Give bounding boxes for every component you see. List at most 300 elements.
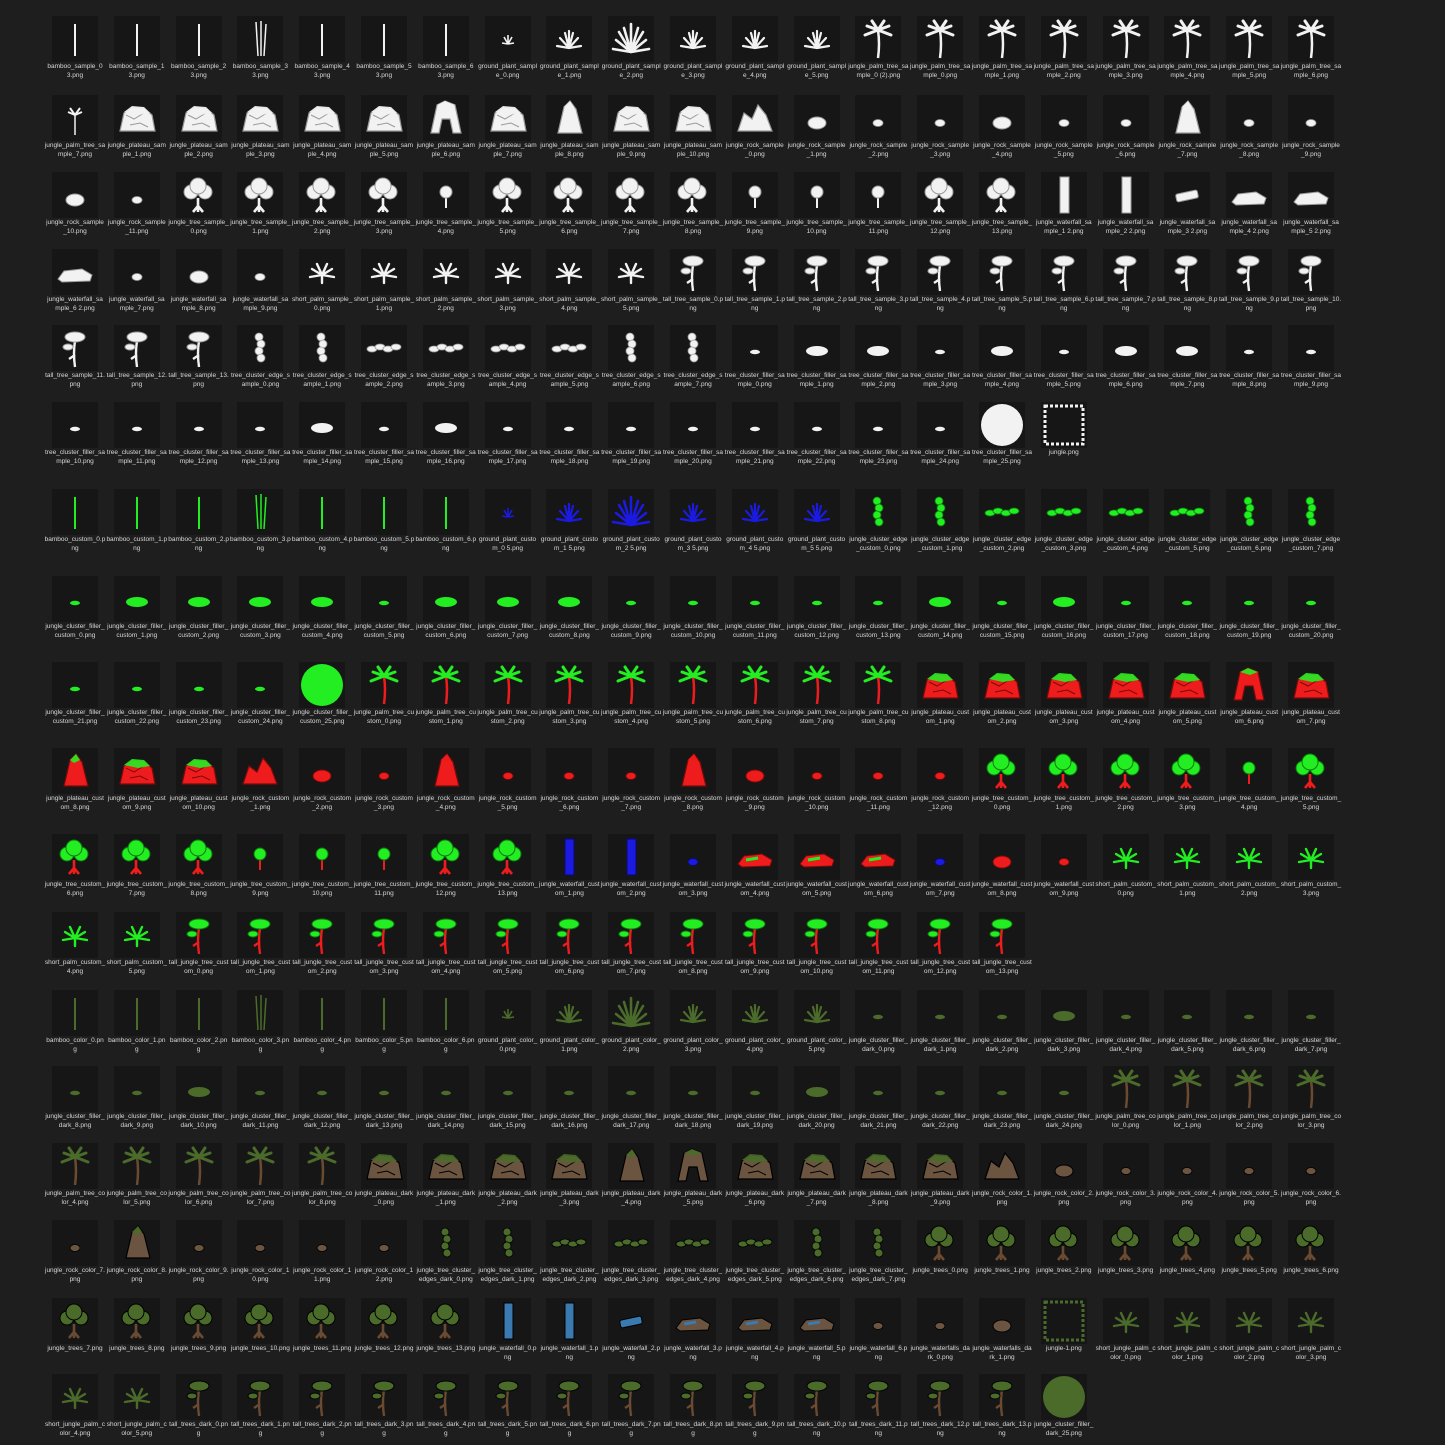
file-thumbnail[interactable]: [1033, 93, 1094, 159]
file-thumbnail[interactable]: [848, 1141, 909, 1207]
file-thumbnail[interactable]: [354, 574, 415, 640]
file-thumbnail[interactable]: [848, 1218, 909, 1284]
file-thumbnail[interactable]: [663, 1372, 724, 1438]
file-thumbnail[interactable]: [45, 910, 106, 976]
file-thumbnail[interactable]: [1219, 14, 1280, 80]
file-thumbnail[interactable]: [1219, 247, 1280, 313]
file-thumbnail[interactable]: [415, 487, 476, 553]
file-thumbnail[interactable]: [786, 746, 847, 812]
file-thumbnail[interactable]: [106, 1141, 167, 1207]
file-thumbnail[interactable]: [601, 988, 662, 1054]
file-thumbnail[interactable]: [45, 1141, 106, 1207]
file-thumbnail[interactable]: [848, 574, 909, 640]
file-thumbnail[interactable]: [354, 400, 415, 466]
file-thumbnail[interactable]: [1157, 988, 1218, 1054]
file-thumbnail[interactable]: [601, 660, 662, 726]
file-thumbnail[interactable]: [848, 487, 909, 553]
file-thumbnail[interactable]: [477, 487, 538, 553]
file-thumbnail[interactable]: [1033, 574, 1094, 640]
file-thumbnail[interactable]: [477, 1372, 538, 1438]
file-thumbnail[interactable]: [168, 1372, 229, 1438]
file-thumbnail[interactable]: [168, 323, 229, 389]
file-thumbnail[interactable]: [848, 1296, 909, 1362]
file-thumbnail[interactable]: [724, 487, 785, 553]
file-thumbnail[interactable]: [601, 746, 662, 812]
file-thumbnail[interactable]: [910, 660, 971, 726]
file-thumbnail[interactable]: [292, 1064, 353, 1130]
file-thumbnail[interactable]: [663, 93, 724, 159]
file-thumbnail[interactable]: [168, 93, 229, 159]
file-thumbnail[interactable]: [106, 93, 167, 159]
file-thumbnail[interactable]: [292, 14, 353, 80]
file-thumbnail[interactable]: [415, 1372, 476, 1438]
file-thumbnail[interactable]: [45, 660, 106, 726]
file-thumbnail[interactable]: [1095, 487, 1156, 553]
file-thumbnail[interactable]: [1157, 323, 1218, 389]
file-thumbnail[interactable]: [230, 247, 291, 313]
file-thumbnail[interactable]: [45, 93, 106, 159]
file-thumbnail[interactable]: [601, 910, 662, 976]
file-thumbnail[interactable]: [292, 1141, 353, 1207]
file-thumbnail[interactable]: [168, 746, 229, 812]
file-thumbnail[interactable]: [910, 1296, 971, 1362]
file-thumbnail[interactable]: [1095, 746, 1156, 812]
file-thumbnail[interactable]: [724, 660, 785, 726]
file-thumbnail[interactable]: [230, 323, 291, 389]
file-thumbnail[interactable]: [786, 1218, 847, 1284]
file-thumbnail[interactable]: [106, 574, 167, 640]
file-thumbnail[interactable]: [1219, 988, 1280, 1054]
file-thumbnail[interactable]: [724, 1141, 785, 1207]
file-thumbnail[interactable]: [1033, 988, 1094, 1054]
file-thumbnail[interactable]: [1281, 832, 1342, 898]
file-thumbnail[interactable]: [724, 746, 785, 812]
file-thumbnail[interactable]: [1033, 1064, 1094, 1130]
file-thumbnail[interactable]: [477, 832, 538, 898]
file-thumbnail[interactable]: [106, 170, 167, 236]
file-thumbnail[interactable]: [663, 746, 724, 812]
file-thumbnail[interactable]: [106, 247, 167, 313]
file-thumbnail[interactable]: [539, 487, 600, 553]
file-thumbnail[interactable]: [354, 832, 415, 898]
file-thumbnail[interactable]: [972, 14, 1033, 80]
file-thumbnail[interactable]: [354, 487, 415, 553]
file-thumbnail[interactable]: [663, 910, 724, 976]
file-thumbnail[interactable]: [848, 93, 909, 159]
file-thumbnail[interactable]: [45, 247, 106, 313]
file-thumbnail[interactable]: [910, 746, 971, 812]
file-thumbnail[interactable]: [910, 14, 971, 80]
file-thumbnail[interactable]: [1281, 1064, 1342, 1130]
file-thumbnail[interactable]: [354, 323, 415, 389]
file-thumbnail[interactable]: [106, 400, 167, 466]
file-thumbnail[interactable]: [910, 574, 971, 640]
file-thumbnail[interactable]: [663, 323, 724, 389]
file-thumbnail[interactable]: [415, 1064, 476, 1130]
file-thumbnail[interactable]: [477, 400, 538, 466]
file-thumbnail[interactable]: [724, 988, 785, 1054]
file-thumbnail[interactable]: [1219, 1296, 1280, 1362]
file-thumbnail[interactable]: [663, 832, 724, 898]
file-thumbnail[interactable]: [106, 832, 167, 898]
file-thumbnail[interactable]: [477, 170, 538, 236]
file-thumbnail[interactable]: [45, 14, 106, 80]
file-thumbnail[interactable]: [601, 1141, 662, 1207]
file-thumbnail[interactable]: [1033, 247, 1094, 313]
file-thumbnail[interactable]: [106, 988, 167, 1054]
file-thumbnail[interactable]: [848, 323, 909, 389]
file-thumbnail[interactable]: [292, 1372, 353, 1438]
file-thumbnail[interactable]: [848, 832, 909, 898]
file-thumbnail[interactable]: [539, 1141, 600, 1207]
file-thumbnail[interactable]: [1095, 1141, 1156, 1207]
file-thumbnail[interactable]: [1095, 93, 1156, 159]
file-thumbnail[interactable]: [168, 832, 229, 898]
file-thumbnail[interactable]: [1281, 746, 1342, 812]
file-thumbnail[interactable]: [415, 323, 476, 389]
file-thumbnail[interactable]: [663, 1296, 724, 1362]
file-thumbnail[interactable]: [601, 1064, 662, 1130]
file-thumbnail[interactable]: [230, 832, 291, 898]
file-thumbnail[interactable]: [1095, 247, 1156, 313]
file-thumbnail[interactable]: [848, 988, 909, 1054]
file-thumbnail[interactable]: [848, 400, 909, 466]
file-thumbnail[interactable]: [972, 660, 1033, 726]
file-thumbnail[interactable]: [848, 170, 909, 236]
file-thumbnail[interactable]: [724, 14, 785, 80]
file-thumbnail[interactable]: [1033, 832, 1094, 898]
file-thumbnail[interactable]: [1219, 1064, 1280, 1130]
file-thumbnail[interactable]: [539, 1218, 600, 1284]
file-thumbnail[interactable]: [724, 170, 785, 236]
file-thumbnail[interactable]: [1219, 487, 1280, 553]
file-thumbnail[interactable]: [415, 988, 476, 1054]
file-thumbnail[interactable]: [168, 574, 229, 640]
file-thumbnail[interactable]: [354, 910, 415, 976]
file-thumbnail[interactable]: [786, 1296, 847, 1362]
file-thumbnail[interactable]: [292, 574, 353, 640]
file-thumbnail[interactable]: [848, 1064, 909, 1130]
file-thumbnail[interactable]: [230, 746, 291, 812]
file-thumbnail[interactable]: [106, 660, 167, 726]
file-thumbnail[interactable]: [972, 746, 1033, 812]
file-thumbnail[interactable]: [292, 988, 353, 1054]
file-thumbnail[interactable]: [415, 574, 476, 640]
file-thumbnail[interactable]: [1219, 660, 1280, 726]
file-thumbnail[interactable]: [1095, 1064, 1156, 1130]
file-thumbnail[interactable]: [539, 910, 600, 976]
file-thumbnail[interactable]: [354, 93, 415, 159]
file-thumbnail[interactable]: [1281, 1296, 1342, 1362]
file-thumbnail[interactable]: [972, 1372, 1033, 1438]
file-thumbnail[interactable]: [415, 832, 476, 898]
file-thumbnail[interactable]: [168, 247, 229, 313]
file-thumbnail[interactable]: [724, 247, 785, 313]
file-thumbnail[interactable]: [292, 487, 353, 553]
file-thumbnail[interactable]: [1095, 660, 1156, 726]
file-thumbnail[interactable]: [972, 487, 1033, 553]
file-thumbnail[interactable]: [1157, 14, 1218, 80]
file-thumbnail[interactable]: [1095, 988, 1156, 1054]
file-thumbnail[interactable]: [601, 487, 662, 553]
file-thumbnail[interactable]: [786, 988, 847, 1054]
file-thumbnail[interactable]: [1033, 323, 1094, 389]
file-thumbnail[interactable]: [663, 247, 724, 313]
file-thumbnail[interactable]: [539, 660, 600, 726]
file-thumbnail[interactable]: [415, 1296, 476, 1354]
file-thumbnail[interactable]: [786, 1064, 847, 1130]
file-thumbnail[interactable]: [230, 1064, 291, 1130]
file-thumbnail[interactable]: [1095, 832, 1156, 898]
file-thumbnail[interactable]: [1157, 170, 1218, 236]
file-thumbnail[interactable]: [724, 400, 785, 466]
file-thumbnail[interactable]: [106, 14, 167, 80]
file-thumbnail[interactable]: [601, 1218, 662, 1284]
file-thumbnail[interactable]: [45, 574, 106, 640]
file-thumbnail[interactable]: [292, 746, 353, 812]
file-thumbnail[interactable]: [106, 487, 167, 553]
file-thumbnail[interactable]: [354, 14, 415, 80]
file-thumbnail[interactable]: [601, 93, 662, 159]
file-thumbnail[interactable]: [477, 93, 538, 159]
file-thumbnail[interactable]: [663, 14, 724, 80]
file-thumbnail[interactable]: [786, 14, 847, 80]
file-thumbnail[interactable]: [724, 910, 785, 976]
file-thumbnail[interactable]: [168, 910, 229, 976]
file-thumbnail[interactable]: [292, 660, 353, 726]
file-thumbnail[interactable]: [910, 170, 971, 236]
file-thumbnail[interactable]: [910, 988, 971, 1054]
file-thumbnail[interactable]: [663, 1141, 724, 1207]
file-thumbnail[interactable]: [972, 1141, 1033, 1207]
file-thumbnail[interactable]: [354, 170, 415, 236]
file-thumbnail[interactable]: [168, 1141, 229, 1207]
file-thumbnail[interactable]: [786, 910, 847, 976]
file-thumbnail[interactable]: [477, 323, 538, 389]
file-thumbnail[interactable]: [1219, 832, 1280, 898]
file-thumbnail[interactable]: [230, 1218, 291, 1284]
file-thumbnail[interactable]: [972, 1064, 1033, 1130]
file-thumbnail[interactable]: [1281, 574, 1342, 640]
file-thumbnail[interactable]: [724, 1064, 785, 1130]
file-thumbnail[interactable]: [230, 574, 291, 640]
file-thumbnail[interactable]: [477, 660, 538, 726]
file-thumbnail[interactable]: [354, 247, 415, 313]
file-thumbnail[interactable]: [292, 247, 353, 313]
file-thumbnail[interactable]: [972, 1296, 1033, 1362]
file-thumbnail[interactable]: [354, 1372, 415, 1438]
file-thumbnail[interactable]: [910, 1372, 971, 1438]
file-thumbnail[interactable]: [724, 323, 785, 389]
file-thumbnail[interactable]: [724, 832, 785, 898]
file-thumbnail[interactable]: [1281, 170, 1342, 236]
file-thumbnail[interactable]: [1157, 1141, 1218, 1207]
file-thumbnail[interactable]: [786, 1372, 847, 1438]
file-thumbnail[interactable]: [477, 746, 538, 812]
file-thumbnail[interactable]: [910, 1064, 971, 1130]
file-thumbnail[interactable]: [786, 574, 847, 640]
file-thumbnail[interactable]: [477, 1141, 538, 1207]
file-thumbnail[interactable]: [230, 1372, 291, 1438]
file-thumbnail[interactable]: [1157, 1296, 1218, 1362]
file-thumbnail[interactable]: [910, 487, 971, 553]
file-thumbnail[interactable]: [848, 1372, 909, 1438]
file-thumbnail[interactable]: [972, 400, 1033, 466]
file-thumbnail[interactable]: [1033, 1141, 1094, 1207]
file-thumbnail[interactable]: [106, 746, 167, 812]
file-thumbnail[interactable]: [477, 247, 538, 313]
file-thumbnail[interactable]: [1033, 660, 1094, 726]
file-thumbnail[interactable]: [230, 93, 291, 159]
file-thumbnail[interactable]: [106, 1372, 167, 1438]
file-thumbnail[interactable]: [663, 487, 724, 553]
file-thumbnail[interactable]: [786, 487, 847, 553]
file-thumbnail[interactable]: [786, 832, 847, 898]
file-thumbnail[interactable]: [415, 170, 476, 236]
file-thumbnail[interactable]: [539, 323, 600, 389]
file-thumbnail[interactable]: [230, 988, 291, 1054]
file-thumbnail[interactable]: [539, 832, 600, 898]
file-thumbnail[interactable]: [477, 1064, 538, 1130]
file-thumbnail[interactable]: [168, 1064, 229, 1130]
file-thumbnail[interactable]: [663, 1064, 724, 1130]
file-thumbnail[interactable]: [106, 323, 167, 389]
file-thumbnail[interactable]: [230, 400, 291, 466]
file-thumbnail[interactable]: [972, 323, 1033, 389]
file-thumbnail[interactable]: [1157, 660, 1218, 726]
file-thumbnail[interactable]: [786, 93, 847, 159]
file-thumbnail[interactable]: [601, 247, 662, 313]
file-thumbnail[interactable]: [1219, 1218, 1280, 1276]
file-thumbnail[interactable]: [972, 247, 1033, 313]
file-thumbnail[interactable]: [230, 1296, 291, 1354]
file-thumbnail[interactable]: [168, 487, 229, 553]
file-thumbnail[interactable]: [910, 247, 971, 313]
file-thumbnail[interactable]: [477, 988, 538, 1054]
file-thumbnail[interactable]: [292, 832, 353, 898]
file-thumbnail[interactable]: [1281, 247, 1342, 313]
file-thumbnail[interactable]: [601, 400, 662, 466]
file-thumbnail[interactable]: [354, 1218, 415, 1284]
file-thumbnail[interactable]: [539, 93, 600, 159]
file-thumbnail[interactable]: [972, 93, 1033, 159]
file-thumbnail[interactable]: [168, 170, 229, 236]
file-thumbnail[interactable]: [1281, 1141, 1342, 1207]
file-thumbnail[interactable]: [601, 323, 662, 389]
file-thumbnail[interactable]: [1033, 1296, 1094, 1354]
file-thumbnail[interactable]: [106, 910, 167, 976]
file-thumbnail[interactable]: [1095, 14, 1156, 80]
file-thumbnail[interactable]: [1157, 832, 1218, 898]
file-thumbnail[interactable]: [848, 660, 909, 726]
file-thumbnail[interactable]: [45, 988, 106, 1054]
file-thumbnail[interactable]: [1281, 988, 1342, 1054]
file-thumbnail[interactable]: [972, 574, 1033, 640]
file-thumbnail[interactable]: [848, 14, 909, 80]
file-thumbnail[interactable]: [539, 247, 600, 313]
file-thumbnail[interactable]: [1281, 1218, 1342, 1276]
file-thumbnail[interactable]: [45, 1218, 106, 1284]
file-thumbnail[interactable]: [1095, 323, 1156, 389]
file-thumbnail[interactable]: [230, 910, 291, 976]
file-thumbnail[interactable]: [415, 1218, 476, 1284]
file-thumbnail[interactable]: [1095, 1296, 1156, 1362]
file-thumbnail[interactable]: [1157, 574, 1218, 640]
file-thumbnail[interactable]: [972, 910, 1033, 976]
file-thumbnail[interactable]: [1157, 487, 1218, 553]
file-thumbnail[interactable]: [1157, 93, 1218, 159]
file-thumbnail[interactable]: [1033, 1372, 1094, 1438]
file-thumbnail[interactable]: [45, 746, 106, 812]
file-thumbnail[interactable]: [354, 746, 415, 812]
file-thumbnail[interactable]: [1281, 323, 1342, 389]
file-thumbnail[interactable]: [45, 170, 106, 236]
file-thumbnail[interactable]: [1219, 170, 1280, 236]
file-thumbnail[interactable]: [910, 93, 971, 159]
file-thumbnail[interactable]: [106, 1218, 167, 1284]
file-thumbnail[interactable]: [786, 323, 847, 389]
file-thumbnail[interactable]: [415, 746, 476, 812]
file-thumbnail[interactable]: [1095, 170, 1156, 236]
file-thumbnail[interactable]: [1033, 170, 1094, 236]
file-thumbnail[interactable]: [168, 1296, 229, 1354]
file-thumbnail[interactable]: [1219, 574, 1280, 640]
file-thumbnail[interactable]: [477, 574, 538, 640]
file-thumbnail[interactable]: [477, 1218, 538, 1284]
file-thumbnail[interactable]: [415, 660, 476, 726]
file-thumbnail[interactable]: [910, 1218, 971, 1276]
file-thumbnail[interactable]: [663, 660, 724, 726]
file-thumbnail[interactable]: [168, 14, 229, 80]
file-thumbnail[interactable]: [1219, 746, 1280, 812]
file-thumbnail[interactable]: [168, 988, 229, 1054]
file-thumbnail[interactable]: [106, 1064, 167, 1130]
file-thumbnail[interactable]: [45, 323, 106, 389]
file-thumbnail[interactable]: [415, 93, 476, 159]
file-thumbnail[interactable]: [292, 323, 353, 389]
file-thumbnail[interactable]: [663, 170, 724, 236]
file-thumbnail[interactable]: [910, 400, 971, 466]
file-thumbnail[interactable]: [477, 1296, 538, 1362]
file-thumbnail[interactable]: [1219, 1141, 1280, 1207]
file-thumbnail[interactable]: [1033, 14, 1094, 80]
file-thumbnail[interactable]: [663, 988, 724, 1054]
file-thumbnail[interactable]: [292, 93, 353, 159]
file-thumbnail[interactable]: [724, 93, 785, 159]
file-thumbnail[interactable]: [972, 1218, 1033, 1276]
file-thumbnail[interactable]: [539, 14, 600, 80]
file-thumbnail[interactable]: [601, 1372, 662, 1438]
file-thumbnail[interactable]: [848, 910, 909, 976]
file-thumbnail[interactable]: [292, 400, 353, 466]
file-thumbnail[interactable]: [601, 574, 662, 640]
file-thumbnail[interactable]: [354, 1141, 415, 1207]
file-thumbnail[interactable]: [724, 1218, 785, 1284]
file-thumbnail[interactable]: [539, 400, 600, 466]
file-thumbnail[interactable]: [539, 746, 600, 812]
file-thumbnail[interactable]: [1281, 660, 1342, 726]
file-thumbnail[interactable]: [601, 832, 662, 898]
file-thumbnail[interactable]: [415, 247, 476, 313]
file-thumbnail[interactable]: [1033, 400, 1094, 458]
file-thumbnail[interactable]: [786, 247, 847, 313]
file-thumbnail[interactable]: [1219, 93, 1280, 159]
file-thumbnail[interactable]: [848, 247, 909, 313]
file-thumbnail[interactable]: [663, 574, 724, 640]
file-thumbnail[interactable]: [230, 14, 291, 80]
file-thumbnail[interactable]: [45, 1064, 106, 1130]
file-thumbnail[interactable]: [539, 1296, 600, 1362]
